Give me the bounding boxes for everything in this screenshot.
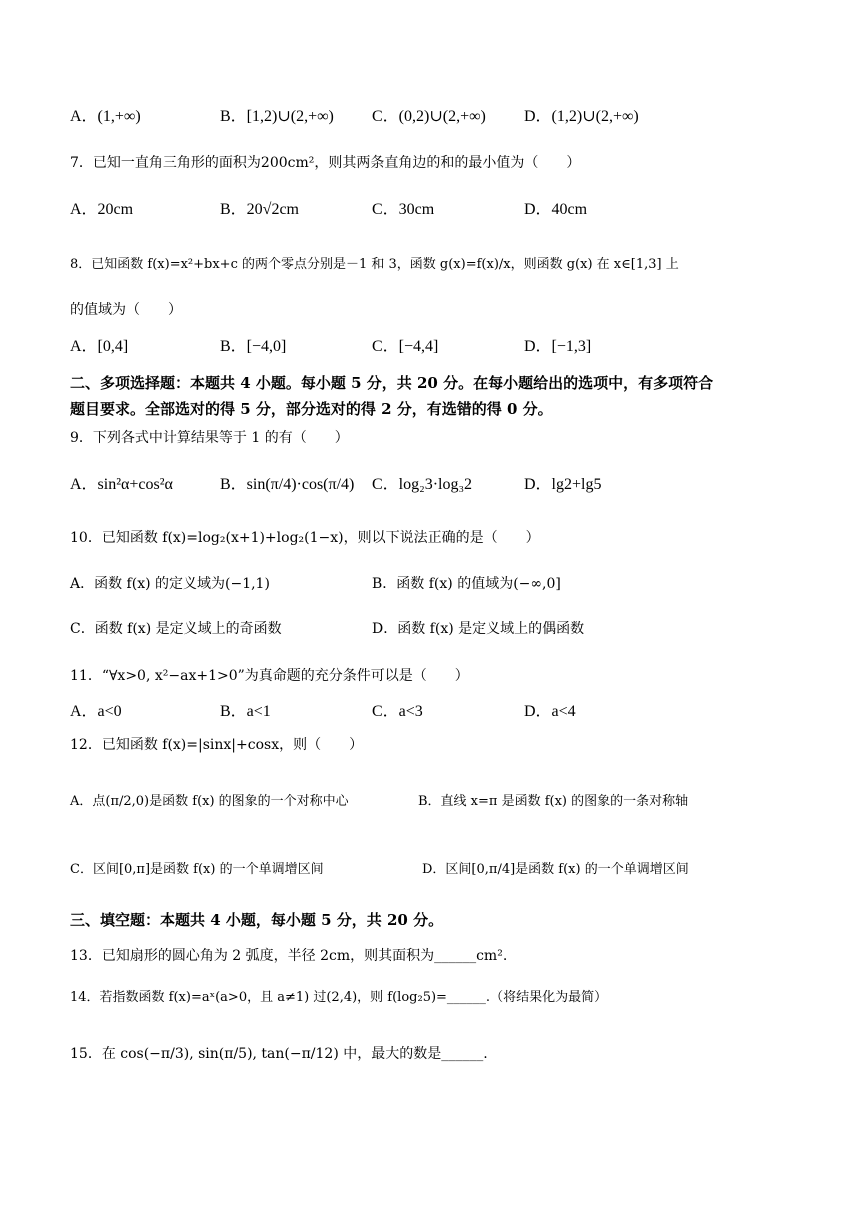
q12-option-c: C．区间[0,π]是函数 f(x) 的一个单调增区间 [70, 862, 324, 877]
q7-option-c: C．30cm [372, 201, 435, 218]
q10-stem: 10．已知函数 f(x)=log₂(x+1)+log₂(1−x)，则以下说法正确的是（ ） [70, 530, 540, 546]
q11-option-d: D．a<4 [524, 703, 576, 720]
q7-stem: 7．已知一直角三角形的面积为200cm²，则其两条直角边的和的最小值为（ ） [70, 155, 581, 171]
q9-option-d: D．lg2+lg5 [524, 476, 602, 493]
q7-option-a: A．20cm [70, 201, 134, 218]
section2-heading-line1: 二、多项选择题：本题共 4 小题。每小题 5 分，共 20 分。在每小题给出的选项中，有多项符合 [70, 374, 714, 392]
q10-option-a: A．函数 f(x) 的定义域为(−1,1) [70, 576, 270, 592]
q9-option-b: B．sin(π/4)·cos(π/4) [220, 476, 355, 493]
q6-option-c: C．(0,2)∪(2,+∞) [372, 108, 486, 125]
q11-option-a: A．a<0 [70, 703, 122, 720]
section3-heading: 三、填空题：本题共 4 小题，每小题 5 分，共 20 分。 [70, 911, 444, 929]
q11-option-b: B．a<1 [220, 703, 271, 720]
q8-stem-line1: 8．已知函数 f(x)=x²+bx+c 的两个零点分别是－1 和 3，函数 g(x)=f(x)/x，则函数 g(x) 在 x∈[1,3] 上 [70, 257, 679, 272]
q9-option-c: C．log₂3·log₃2 [372, 476, 473, 493]
q7-option-d: D．40cm [524, 201, 588, 218]
q8-option-d: D．[−1,3] [524, 338, 592, 355]
q11-option-c: C．a<3 [372, 703, 423, 720]
q9-stem: 9．下列各式中计算结果等于 1 的有（ ） [70, 430, 349, 446]
q6-option-b: B．[1,2)∪(2,+∞) [220, 108, 334, 125]
q10-option-b: B．函数 f(x) 的值域为(−∞,0] [372, 576, 561, 592]
q8-option-c: C．[−4,4] [372, 338, 439, 355]
q6-option-d: D．(1,2)∪(2,+∞) [524, 108, 639, 125]
q15-stem: 15．在 cos(−π/3), sin(π/5), tan(−π/12) 中，最大的数是______. [70, 1046, 488, 1062]
q8-stem-line2: 的值域为（ ） [70, 302, 182, 318]
q12-option-d: D．区间[0,π/4]是函数 f(x) 的一个单调增区间 [422, 862, 689, 877]
q6-option-a: A．(1,+∞) [70, 108, 141, 125]
q14-stem: 14．若指数函数 f(x)=aˣ(a>0，且 a≠1) 过(2,4)，则 f(log₂5)=______.（将结果化为最简） [70, 990, 608, 1005]
q10-option-d: D．函数 f(x) 是定义域上的偶函数 [372, 621, 585, 637]
q12-option-b: B．直线 x=π 是函数 f(x) 的图象的一条对称轴 [418, 794, 689, 809]
q12-stem: 12．已知函数 f(x)=|sinx|+cosx，则（ ） [70, 737, 364, 753]
q13-stem: 13．已知扇形的圆心角为 2 弧度，半径 2cm，则其面积为______cm². [70, 948, 508, 964]
q10-option-c: C．函数 f(x) 是定义域上的奇函数 [70, 621, 282, 637]
q8-option-a: A．[0,4] [70, 338, 129, 355]
q7-option-b: B．20√2cm [220, 201, 300, 218]
q11-stem: 11．“∀x>0, x²−ax+1>0”为真命题的充分条件可以是（ ） [70, 668, 469, 684]
section2-heading-line2: 题目要求。全部选对的得 5 分，部分选对的得 2 分，有选错的得 0 分。 [70, 400, 553, 418]
q8-option-b: B．[−4,0] [220, 338, 287, 355]
q12-option-a: A．点(π/2,0)是函数 f(x) 的图象的一个对称中心 [70, 794, 349, 809]
q9-option-a: A．sin²α+cos²α [70, 476, 173, 493]
